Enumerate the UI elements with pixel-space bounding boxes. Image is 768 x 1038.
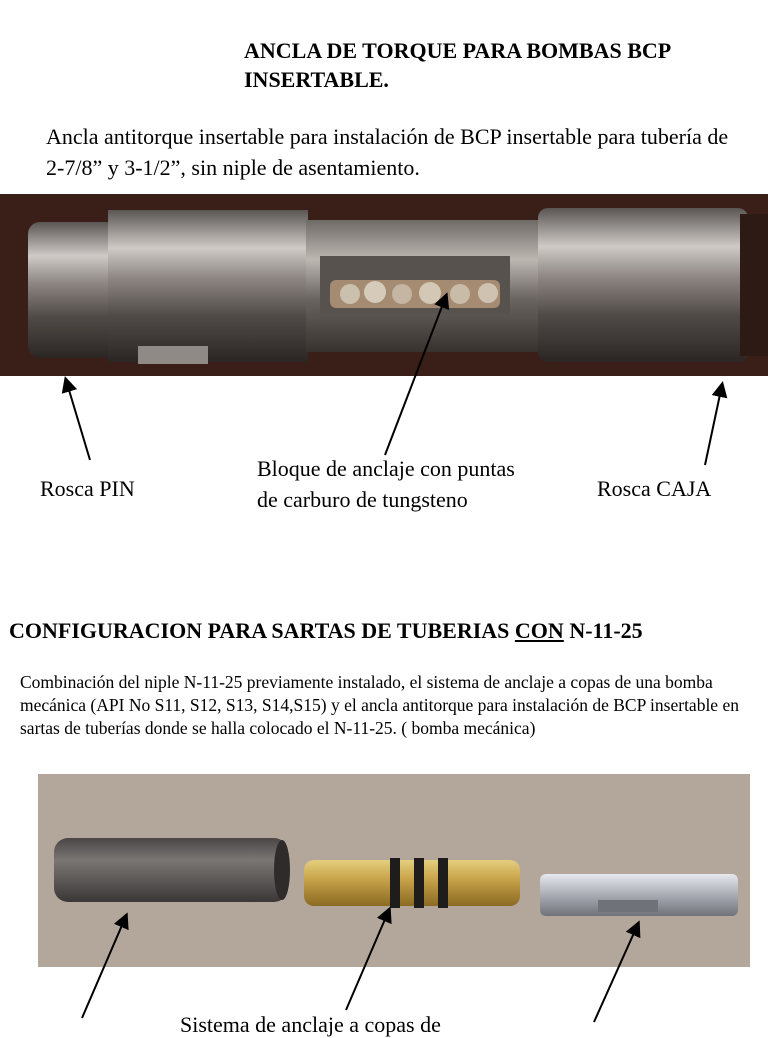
document-title: ANCLA DE TORQUE PARA BOMBAS BCP INSERTABLE. (244, 38, 671, 92)
label-rosca-caja: Rosca CAJA (597, 476, 712, 501)
section-description: Combinación del niple N-11-25 previamente instalado, el sistema de anclaje a copas de una bomba mecánica (API No S11, S12, S13, S14,S15) y el ancla antitorque para instalación de BCP insertable en sartas de tuberías donde se halla colocado el N-11-25. ( bomba mecánica) (20, 672, 739, 738)
section-title-configuracion (9, 618, 768, 644)
label-sistema-anclaje: Sistema de anclaje a copas de (180, 1012, 441, 1037)
label-rosca-pin: Rosca PIN (40, 476, 135, 501)
arrow-rosca-caja (705, 385, 722, 465)
components-photo (38, 774, 750, 967)
section-title-underlined: CON (514, 618, 564, 643)
section-title-part1: CONFIGURACION PARA SARTAS DE TUBERIAS (9, 618, 515, 643)
intro-paragraph: Ancla antitorque insertable para instalación de BCP insertable para tubería de 2-7/8” y 3-1/2”, sin niple de asentamiento. (46, 124, 729, 180)
section-title-part2: N-11-25 (563, 618, 643, 643)
arrow-rosca-pin (66, 380, 90, 460)
label-bloque-anclaje: Bloque de anclaje con puntas de carburo de tungsteno (257, 456, 515, 512)
torque-anchor-photo (0, 194, 768, 376)
